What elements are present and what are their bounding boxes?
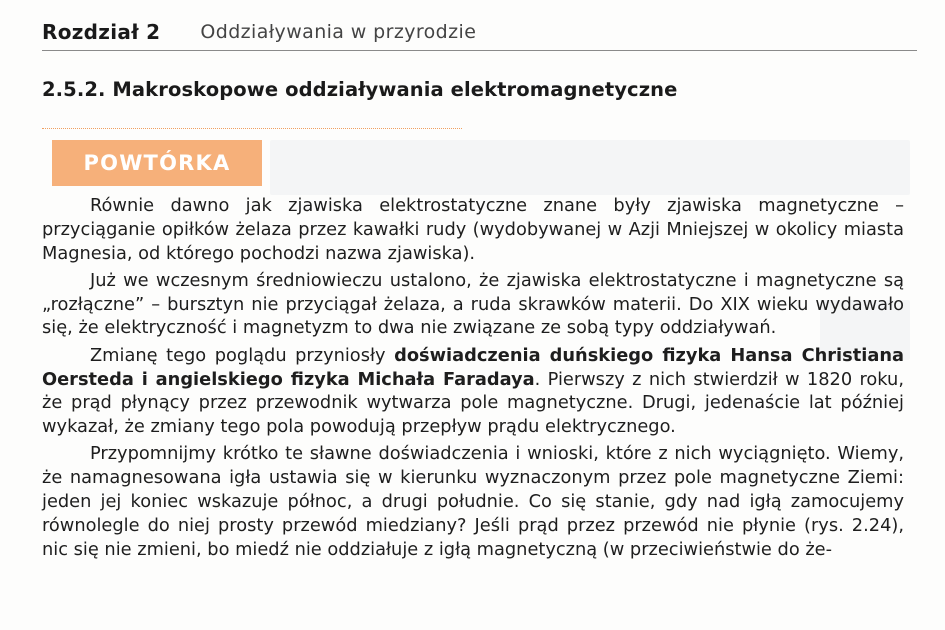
running-header <box>42 18 917 51</box>
paragraph-text: . Pierwszy z nich stwierdził w 1820 roku, że prąd płynący przez przewodnik wytwarza pole magnetyczne. Drugi, jedenaście lat później wykazał, że zmiany tego pola powodują przepływ prądu elektrycznego. <box>42 368 904 438</box>
paragraph-text: Zmianę tego poglądu przyniosły <box>90 344 395 366</box>
paragraph: Równie dawno jak zjawiska elektrostatyczne znane były zjawiska magnetyczne – przyciąganie opiłków żelaza przez kawałki rudy (wydobywanej w Azji Mniejszej w okolicy miasta Magnesia, od którego pochodzi nazwa zjawiska). <box>42 195 904 264</box>
section-heading: 2.5.2. Makroskopowe oddziaływania elektromagnetyczne <box>42 78 678 101</box>
paragraph: Już we wczesnym średniowieczu ustalono, że zjawiska elektrostatyczne i magnetyczne są „rozłączne” – bursztyn nie przyciągał żelaza, a ruda skrawków materii. Do XIX wieku wydawało się, że elektryczność i magnetyzm to dwa nie związane ze sobą typy oddziaływań. <box>42 269 904 339</box>
section-divider <box>42 128 462 129</box>
review-badge: POWTÓRKA <box>52 140 262 186</box>
bleed-through-shadow <box>270 140 910 195</box>
chapter-label: Rozdział 2 <box>42 20 161 44</box>
body-text <box>42 194 904 561</box>
paragraph <box>42 344 904 439</box>
chapter-title: Oddziaływania w przyrodzie <box>200 21 477 43</box>
paragraph: Przypomnijmy krótko te sławne doświadczenia i wnioski, które z nich wyciągnięto. Wiemy, że namagnesowana igła ustawia się w kierunku wyznaczonym przez pole magnetyczne Ziemi: jeden jej koniec wskazuje północ, a drugi południe. Co się stanie, gdy nad igłą zamocujemy równolegle do niej prosty przewód miedziany? Jeśli prąd przez przewód nie płynie (rys. 2.24), nic się nie zmieni, bo miedź nie oddziałuje z igłą magnetyczną (w przeciwieństwie do że- <box>42 443 904 560</box>
paragraph-emphasis: doświadczenia duńskiego fizyka Hansa Christiana Oersteda i angielskiego fizyka Michała Faradaya <box>42 344 904 390</box>
